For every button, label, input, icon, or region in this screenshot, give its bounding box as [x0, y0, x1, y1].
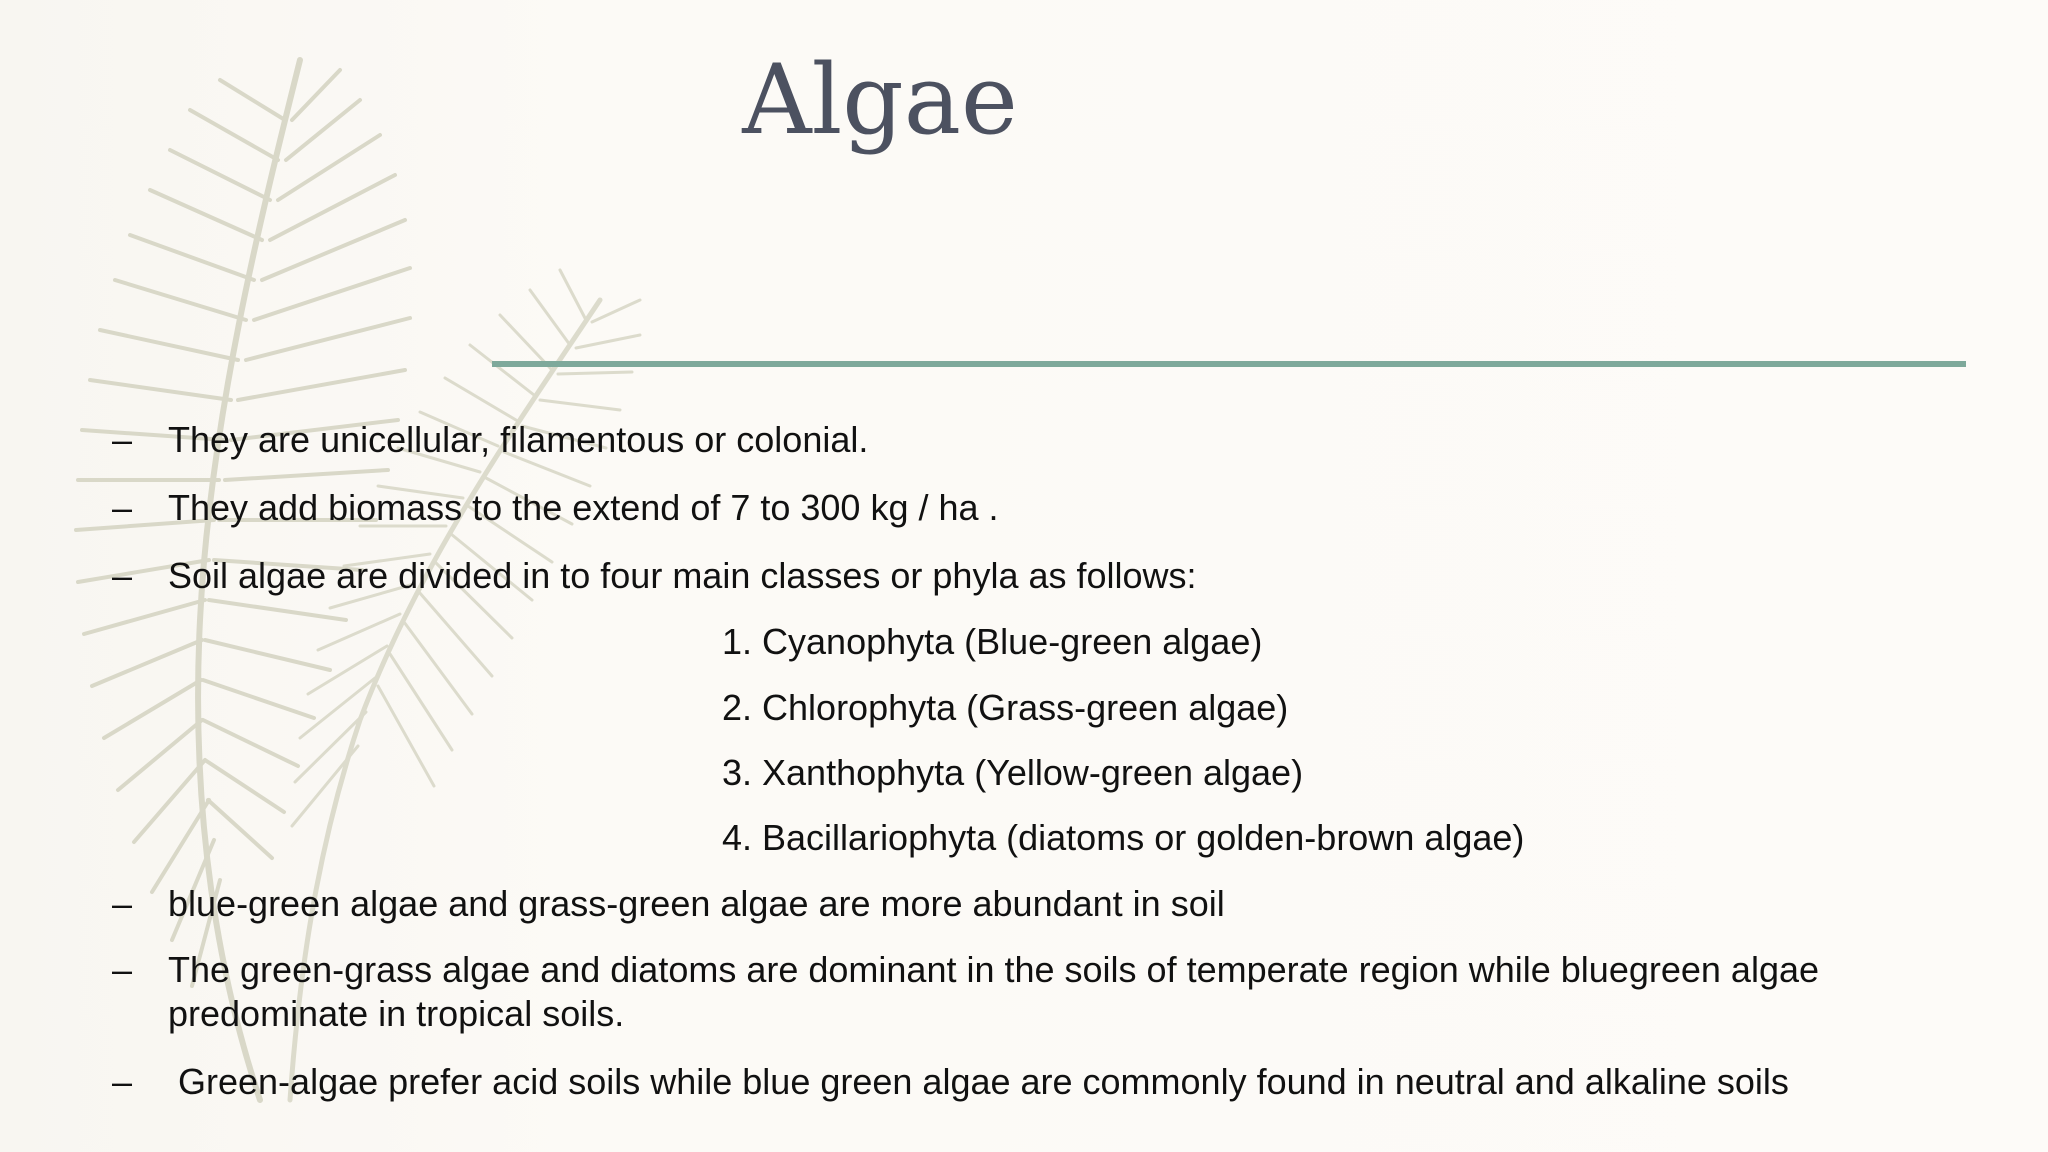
- bullet-marker: –: [112, 555, 133, 596]
- bullet-marker: –: [112, 883, 133, 924]
- class-item: 1. Cyanophyta (Blue-green algae): [722, 621, 1263, 662]
- bullet-text: Soil algae are divided in to four main classes or phyla as follows:: [168, 555, 1197, 596]
- bullet-text: They add biomass to the extend of 7 to 300 kg / ha .: [168, 487, 999, 528]
- bullet-text: They are unicellular, filamentous or colonial.: [168, 419, 869, 460]
- slide-title: Algae: [742, 44, 1018, 156]
- bullet-marker: –: [112, 419, 133, 460]
- bullet-marker: –: [112, 949, 133, 990]
- bullet-text: The green-grass algae and diatoms are dominant in the soils of temperate region while bluegreen algae predominate in tropical soils.: [168, 949, 1820, 1034]
- bullet-marker: –: [112, 487, 133, 528]
- bullet-text: blue-green algae and grass-green algae are more abundant in soil: [168, 883, 1225, 924]
- bullet-text: Green-algae prefer acid soils while blue green algae are commonly found in neutral and alkaline soils: [168, 1061, 1789, 1102]
- class-item: 4. Bacillariophyta (diatoms or golden-brown algae): [722, 817, 1525, 858]
- class-item: 2. Chlorophyta (Grass-green algae): [722, 687, 1289, 728]
- bullet-marker: –: [112, 1061, 133, 1102]
- class-item: 3. Xanthophyta (Yellow-green algae): [722, 752, 1304, 793]
